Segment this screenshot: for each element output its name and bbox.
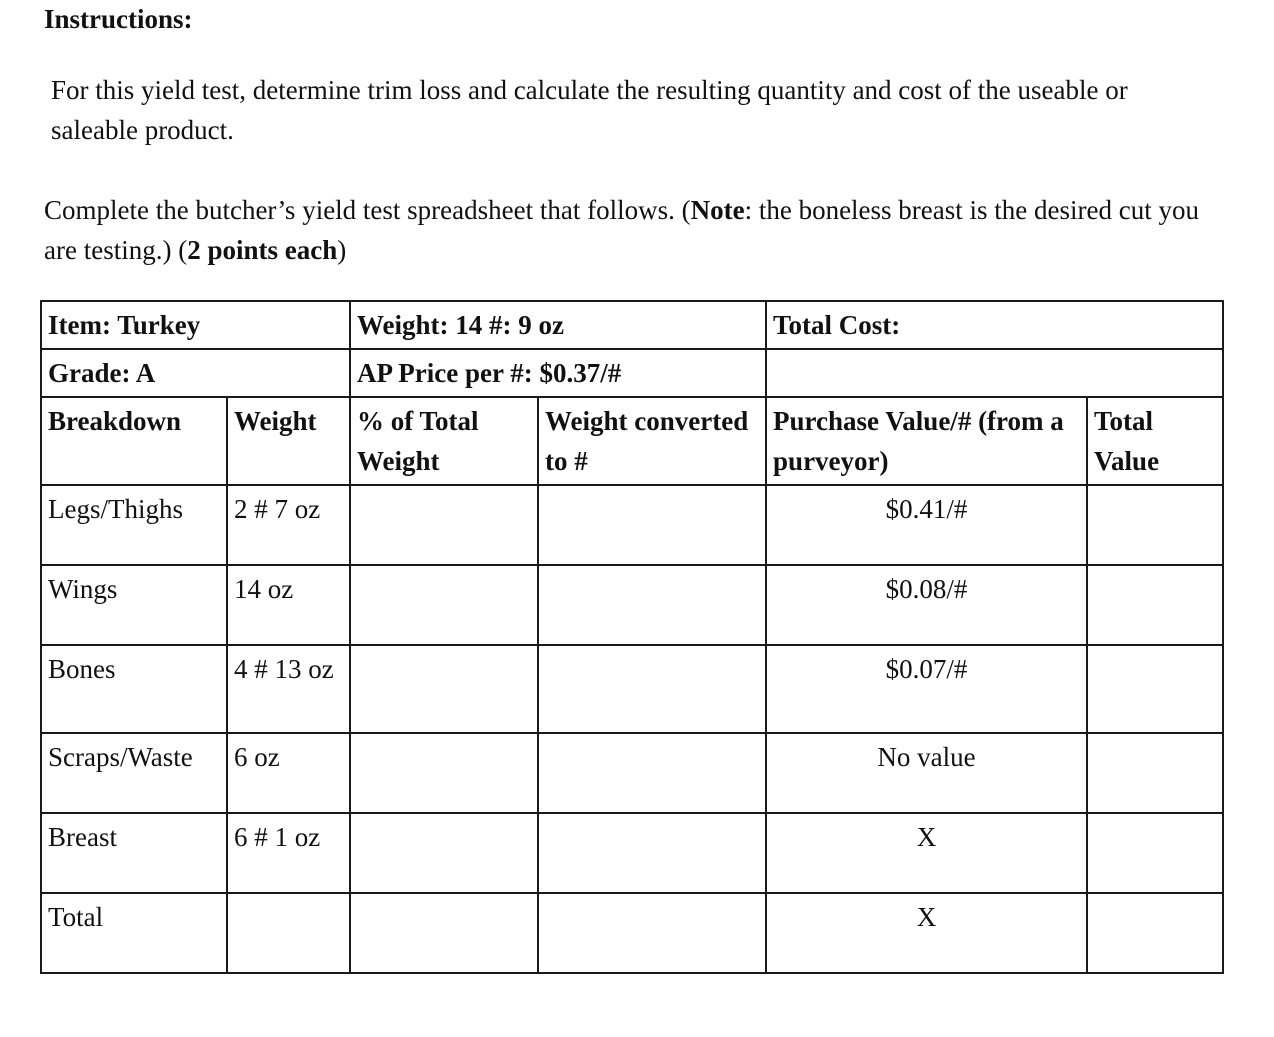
note-label: Note <box>690 195 745 225</box>
weight-cell: 6 # 1 oz <box>227 813 350 893</box>
col-header-converted: Weight converted to # <box>538 397 766 485</box>
breakdown-cell: Breast <box>41 813 227 893</box>
percent-cell[interactable] <box>350 565 538 645</box>
total-value-cell[interactable] <box>1087 893 1223 973</box>
weight-cell: 4 # 13 oz <box>227 645 350 733</box>
purchase-value-cell: X <box>766 893 1087 973</box>
empty-cost-cell[interactable] <box>766 349 1223 397</box>
purchase-value-cell: $0.08/# <box>766 565 1087 645</box>
percent-cell[interactable] <box>350 813 538 893</box>
weight-cell[interactable] <box>227 893 350 973</box>
purchase-value-cell: $0.07/# <box>766 645 1087 733</box>
paragraph-2-text-1: Complete the butcher’s yield test spreadsheet that follows. ( <box>44 195 691 225</box>
converted-cell[interactable] <box>538 645 766 733</box>
percent-cell[interactable] <box>350 733 538 813</box>
percent-cell[interactable] <box>350 485 538 565</box>
weight-cell: 6 oz <box>227 733 350 813</box>
col-header-total-value: Total Value <box>1087 397 1223 485</box>
purchase-value-cell: No value <box>766 733 1087 813</box>
purchase-value-cell: X <box>766 813 1087 893</box>
col-header-purchase-value: Purchase Value/# (from a purveyor) <box>766 397 1087 485</box>
weight-total-cell: Weight: 14 #: 9 oz <box>350 301 766 349</box>
total-value-cell[interactable] <box>1087 645 1223 733</box>
instructions-paragraph-1: For this yield test, determine trim loss and calculate the resulting quantity and cost of the useable or saleable product. <box>51 75 1128 145</box>
table-row <box>41 485 1223 565</box>
percent-cell[interactable] <box>350 645 538 733</box>
points-label: 2 points each <box>187 235 338 265</box>
table-row <box>41 733 1223 813</box>
paragraph-2-text-3: ) <box>337 235 347 265</box>
converted-cell[interactable] <box>538 733 766 813</box>
total-cost-cell: Total Cost: <box>766 301 1223 349</box>
weight-cell: 14 oz <box>227 565 350 645</box>
total-value-cell[interactable] <box>1087 485 1223 565</box>
yield-test-table <box>40 300 1224 974</box>
instructions-heading: Instructions: <box>44 4 193 34</box>
weight-cell: 2 # 7 oz <box>227 485 350 565</box>
table-row <box>41 813 1223 893</box>
table-row <box>41 645 1223 733</box>
breakdown-cell: Legs/Thighs <box>41 485 227 565</box>
table-row <box>41 565 1223 645</box>
total-value-cell[interactable] <box>1087 565 1223 645</box>
grade-row <box>41 349 1223 397</box>
paragraph-2-text-2: : the boneless breast is the desired cut you are testing.) ( <box>44 195 1199 265</box>
col-header-percent: % of Total Weight <box>350 397 538 485</box>
breakdown-cell: Total <box>41 893 227 973</box>
converted-cell[interactable] <box>538 565 766 645</box>
instructions-paragraph-2 <box>44 190 1234 270</box>
item-cell: Item: Turkey <box>41 301 350 349</box>
converted-cell[interactable] <box>538 813 766 893</box>
percent-cell[interactable] <box>350 893 538 973</box>
purchase-value-cell: $0.41/# <box>766 485 1087 565</box>
converted-cell[interactable] <box>538 485 766 565</box>
converted-cell[interactable] <box>538 893 766 973</box>
breakdown-cell: Scraps/Waste <box>41 733 227 813</box>
col-header-weight: Weight <box>227 397 350 485</box>
ap-price-cell: AP Price per #: $0.37/# <box>350 349 766 397</box>
grade-cell: Grade: A <box>41 349 350 397</box>
col-header-breakdown: Breakdown <box>41 397 227 485</box>
breakdown-cell: Bones <box>41 645 227 733</box>
table-row <box>41 893 1223 973</box>
total-value-cell[interactable] <box>1087 813 1223 893</box>
breakdown-cell: Wings <box>41 565 227 645</box>
column-header-row <box>41 397 1223 485</box>
item-row <box>41 301 1223 349</box>
total-value-cell[interactable] <box>1087 733 1223 813</box>
